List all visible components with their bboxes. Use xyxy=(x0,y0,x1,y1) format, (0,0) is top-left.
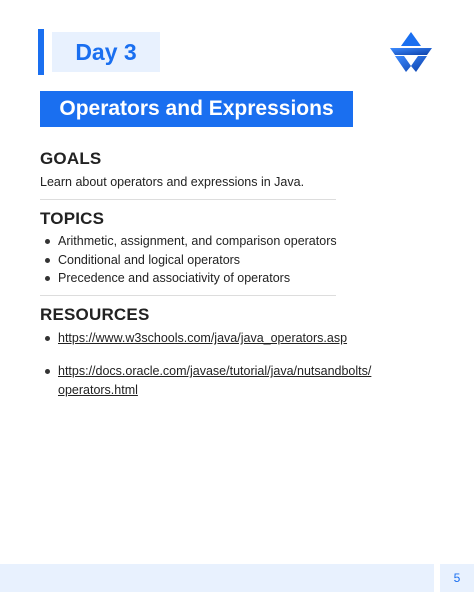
resources-heading: RESOURCES xyxy=(40,305,150,324)
goals-heading: GOALS xyxy=(40,149,102,168)
w3schools-logo-icon xyxy=(386,30,436,74)
day-label: Day 3 xyxy=(52,32,160,72)
list-item xyxy=(40,329,371,348)
page-title: Operators and Expressions xyxy=(40,91,353,127)
day-accent-bar xyxy=(38,29,44,75)
list-item xyxy=(40,362,371,400)
divider xyxy=(40,199,336,200)
oracle-link-line1: https://docs.oracle.com/javase/tutorial/java/nutsandbolts/ xyxy=(58,364,372,378)
topics-list xyxy=(40,232,337,288)
resources-list xyxy=(40,329,371,400)
goals-text: Learn about operators and expressions in Java. xyxy=(40,175,305,189)
list-item: Arithmetic, assignment, and comparison operators xyxy=(40,232,337,251)
oracle-link-line2: operators.html xyxy=(58,383,138,397)
oracle-link[interactable] xyxy=(58,364,371,397)
list-item: Conditional and logical operators xyxy=(40,251,337,270)
page-number: 5 xyxy=(440,564,474,592)
divider xyxy=(40,295,336,296)
footer-bar xyxy=(0,564,434,592)
topics-heading: TOPICS xyxy=(40,209,105,228)
w3schools-link[interactable]: https://www.w3schools.com/java/java_operators.asp xyxy=(58,331,348,345)
list-item: Precedence and associativity of operators xyxy=(40,269,337,288)
